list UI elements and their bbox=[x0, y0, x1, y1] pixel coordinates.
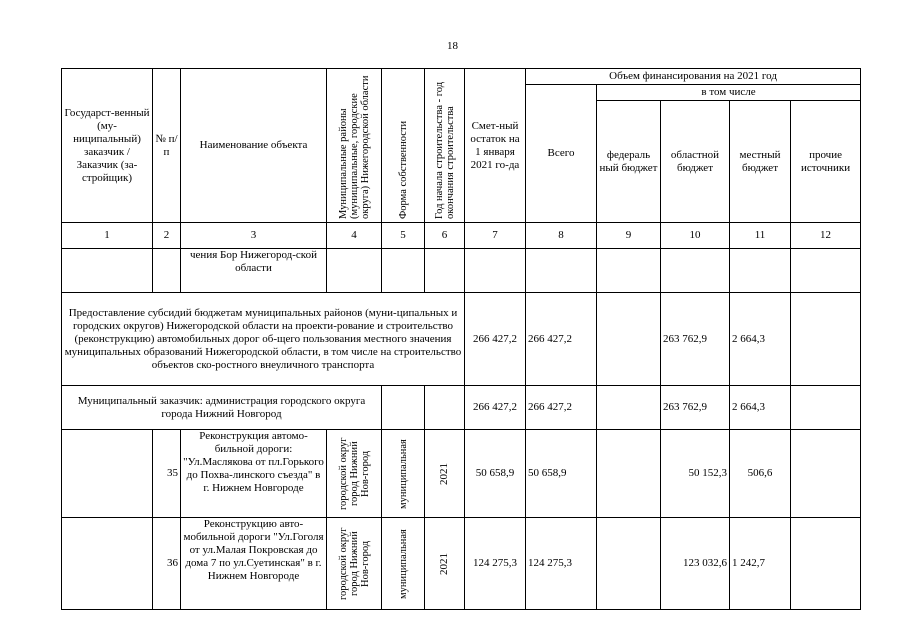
remainder-value: 266 427,2 bbox=[465, 293, 526, 386]
ownership-cell: муниципальная bbox=[382, 430, 425, 518]
regional-value: 123 032,6 bbox=[661, 518, 730, 610]
year-cell: 2021 bbox=[425, 430, 465, 518]
remainder-value: 266 427,2 bbox=[465, 386, 526, 430]
header-other: прочие источники bbox=[791, 101, 861, 223]
funding-table bbox=[61, 68, 861, 610]
remainder-value: 50 658,9 bbox=[465, 430, 526, 518]
column-number: 9 bbox=[597, 223, 661, 249]
column-number: 10 bbox=[661, 223, 730, 249]
header-ownership: Форма собственности bbox=[382, 69, 425, 223]
object-name: Реконструкция автомо-бильной дороги: "Ул.Маслякова от пл.Горького до Похва-линского съезда" в г. Нижнем Новгороде bbox=[181, 430, 327, 518]
local-value: 506,6 bbox=[730, 430, 791, 518]
subsidy-description: Предоставление субсидий бюджетам муниципальных районов (муни-ципальных и городских округов) Нижегородской области на проекти-рование и строительство (реконструкцию) автомобильных дорог об-щего пользования местного значения муниципальных образований Нижегородской области, в том числе на строительство объектов ско-ростного внеуличного транспорта bbox=[62, 293, 465, 386]
total-value: 124 275,3 bbox=[526, 518, 597, 610]
table-row-continuation bbox=[62, 249, 861, 293]
regional-value: 263 762,9 bbox=[661, 386, 730, 430]
table-row-subsidy bbox=[62, 293, 861, 386]
customer-description: Муниципальный заказчик: администрация городского округа города Нижний Новгород bbox=[62, 386, 382, 430]
header-local: местный бюджет bbox=[730, 101, 791, 223]
ownership-cell: муниципальная bbox=[382, 518, 425, 610]
table-row-customer bbox=[62, 386, 861, 430]
remainder-value: 124 275,3 bbox=[465, 518, 526, 610]
year-cell: 2021 bbox=[425, 518, 465, 610]
object-name: чения Бор Нижегород-ской области bbox=[181, 249, 327, 293]
table-row bbox=[62, 430, 861, 518]
header-districts: Муниципальные районы (муниципальные, городские округа) Нижегородской области bbox=[327, 69, 382, 223]
column-number: 4 bbox=[327, 223, 382, 249]
regional-value: 50 152,3 bbox=[661, 430, 730, 518]
column-number: 1 bbox=[62, 223, 153, 249]
header-federal: федераль ный бюджет bbox=[597, 101, 661, 223]
district-cell: городской округ город Нижний Нов-город bbox=[327, 518, 382, 610]
column-number: 2 bbox=[153, 223, 181, 249]
header-num: № п/п bbox=[153, 69, 181, 223]
column-number: 8 bbox=[526, 223, 597, 249]
column-number: 12 bbox=[791, 223, 861, 249]
column-number: 6 bbox=[425, 223, 465, 249]
header-total: Всего bbox=[526, 85, 597, 223]
regional-value: 263 762,9 bbox=[661, 293, 730, 386]
column-number: 3 bbox=[181, 223, 327, 249]
column-number: 7 bbox=[465, 223, 526, 249]
item-number: 36 bbox=[153, 518, 181, 610]
item-number: 35 bbox=[153, 430, 181, 518]
total-value: 266 427,2 bbox=[526, 293, 597, 386]
column-number: 11 bbox=[730, 223, 791, 249]
total-value: 266 427,2 bbox=[526, 386, 597, 430]
column-number: 5 bbox=[382, 223, 425, 249]
page-number: 18 bbox=[447, 40, 458, 52]
header-object: Наименование объекта bbox=[181, 69, 327, 223]
table-row bbox=[62, 518, 861, 610]
column-number-row bbox=[62, 223, 861, 249]
header-remainder: Смет-ный остаток на 1 января 2021 го-да bbox=[465, 69, 526, 223]
header-customer: Государст-венный (му-ниципальный) заказчик / Заказчик (за-стройщик) bbox=[62, 69, 153, 223]
header-years: Год начала строительства - год окончания строительства bbox=[425, 69, 465, 223]
total-value: 50 658,9 bbox=[526, 430, 597, 518]
district-cell: городской округ город Нижний Нов-город bbox=[327, 430, 382, 518]
local-value: 1 242,7 bbox=[730, 518, 791, 610]
header-regional: областной бюджет bbox=[661, 101, 730, 223]
header-including: в том числе bbox=[597, 85, 861, 101]
local-value: 2 664,3 bbox=[730, 293, 791, 386]
object-name: Реконструкцию авто-мобильной дороги "Ул.Гоголя от ул.Малая Покровская до дома 7 по ул.Суетинская" в г. Нижнем Новгороде bbox=[181, 518, 327, 610]
local-value: 2 664,3 bbox=[730, 386, 791, 430]
header-funding: Объем финансирования на 2021 год bbox=[526, 69, 861, 85]
